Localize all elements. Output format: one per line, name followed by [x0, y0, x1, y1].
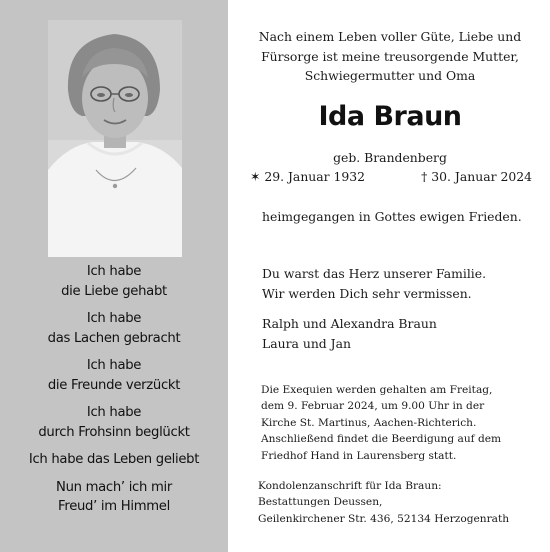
mourner-line: Ralph und Alexandra Braun [262, 316, 437, 331]
mourner-line: Laura und Jan [262, 335, 352, 351]
service-line: Die Exequien werden gehalten am Freitag, [261, 384, 493, 396]
service-line: Anschließend findet die Beerdigung auf dem [261, 433, 502, 446]
family-message [262, 264, 486, 303]
condolence-address [258, 478, 509, 527]
condolence-line: Kondolenzanschrift für Ida Braun: [258, 480, 442, 492]
life-dates [250, 167, 532, 187]
poem-line: Ich habe [86, 405, 142, 420]
intro-line: Fürsorge ist meine treusorgende Mutter, [261, 48, 519, 64]
family-message-line: Wir werden Dich sehr vermissen. [262, 285, 472, 301]
poem-stanza [0, 262, 228, 301]
poem-line: Freud’ im Himmel [58, 499, 170, 514]
poem-line: die Freunde verzückt [47, 377, 181, 393]
service-line: dem 9. Februar 2024, um 9.00 Uhr in der [261, 400, 485, 413]
left-panel [0, 0, 228, 552]
poem-stanza [0, 309, 228, 348]
poem-line: Ich habe [86, 311, 142, 326]
intro-line: Schwiegermutter und Oma [304, 68, 476, 83]
family-message-line: Du warst das Herz unserer Familie. [262, 266, 487, 281]
poem-line: die Liebe gehabt [61, 283, 167, 299]
service-details [261, 382, 501, 464]
poem-stanza [0, 478, 228, 517]
passed-text: heimgegangen in Gottes ewigen Frieden. [262, 209, 522, 224]
birth-date: ✶ 29. Januar 1932 [250, 169, 366, 184]
birth-name: geb. Brandenberg [333, 150, 447, 165]
poem-stanza [0, 356, 228, 395]
condolence-line: Bestattungen Deussen, [258, 496, 383, 509]
deceased-name: Ida Braun [318, 101, 462, 132]
poem-line: Ich habe [86, 358, 142, 373]
service-line: Kirche St. Martinus, Aachen-Richterich. [261, 416, 477, 429]
death-date: † 30. Januar 2024 [421, 169, 532, 184]
service-line: Friedhof Hand in Laurensberg statt. [261, 449, 457, 462]
poem [0, 262, 228, 525]
poem-line: durch Frohsinn beglückt [38, 424, 190, 440]
mourners-list [262, 314, 437, 353]
portrait-photo [48, 20, 182, 257]
poem-line: das Lachen gebracht [47, 330, 181, 346]
poem-line: Nun mach’ ich mir [56, 479, 172, 495]
poem-line: Ich habe das Leben geliebt [28, 452, 200, 467]
portrait-image [48, 20, 182, 257]
intro-text [240, 27, 540, 86]
condolence-line: Geilenkirchener Str. 436, 52134 Herzogenrath [258, 512, 510, 525]
poem-line: Ich habe [86, 264, 142, 279]
intro-line: Nach einem Leben voller Güte, Liebe und [258, 29, 522, 44]
poem-stanza [0, 450, 228, 470]
poem-stanza [0, 403, 228, 442]
